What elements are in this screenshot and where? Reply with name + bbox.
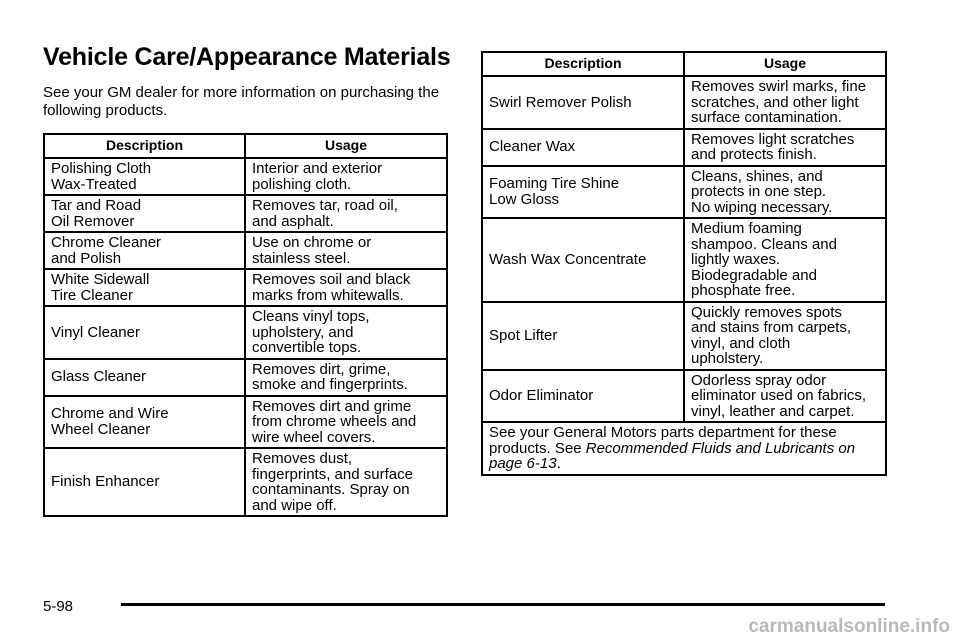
table-header-row	[44, 134, 447, 158]
page-title: Vehicle Care/Appearance Materials	[43, 43, 451, 71]
row-description: Swirl Remover Polish	[482, 76, 684, 129]
row-usage: Removes tar, road oil, and asphalt.	[245, 195, 447, 232]
row-description: Chrome Cleaner and Polish	[44, 232, 245, 269]
table-row	[44, 232, 447, 269]
row-usage: Interior and exterior polishing cloth.	[245, 158, 447, 195]
row-usage: Quickly removes spots and stains from carpets, vinyl, and cloth upholstery.	[684, 302, 886, 370]
row-description: White Sidewall Tire Cleaner	[44, 269, 245, 306]
table-row	[482, 166, 886, 219]
table-row	[44, 195, 447, 232]
row-description: Wash Wax Concentrate	[482, 218, 684, 302]
row-usage: Cleans vinyl tops, upholstery, and convertible tops.	[245, 306, 447, 359]
row-usage: Medium foaming shampoo. Cleans and lightly waxes. Biodegradable and phosphate free.	[684, 218, 886, 302]
table-row	[482, 218, 886, 302]
row-description: Odor Eliminator	[482, 370, 684, 423]
row-description: Glass Cleaner	[44, 359, 245, 396]
header-usage: Usage	[245, 134, 447, 158]
row-usage: Odorless spray odor eliminator used on fabrics, vinyl, leather and carpet.	[684, 370, 886, 423]
row-usage: Removes dust, fingerprints, and surface contaminants. Spray on and wipe off.	[245, 448, 447, 516]
row-description: Foaming Tire Shine Low Gloss	[482, 166, 684, 219]
row-description: Vinyl Cleaner	[44, 306, 245, 359]
table-note	[482, 422, 886, 475]
row-description: Cleaner Wax	[482, 129, 684, 166]
row-usage: Use on chrome or stainless steel.	[245, 232, 447, 269]
row-description: Spot Lifter	[482, 302, 684, 370]
watermark: carmanualsonline.info	[748, 616, 950, 637]
table-row	[44, 448, 447, 516]
note-end: .	[556, 455, 561, 472]
note-text: See your General Motors parts department for these products. See	[489, 424, 837, 457]
row-description: Polishing Cloth Wax-Treated	[44, 158, 245, 195]
table-row	[44, 306, 447, 359]
row-description: Finish Enhancer	[44, 448, 245, 516]
table-header-row	[482, 52, 886, 76]
intro-paragraph: See your GM dealer for more information on purchasing the following products.	[43, 84, 440, 119]
row-usage: Removes light scratches and protects finish.	[684, 129, 886, 166]
table-note-row	[482, 422, 886, 475]
row-usage: Removes soil and black marks from whitewalls.	[245, 269, 447, 306]
header-usage: Usage	[684, 52, 886, 76]
header-description: Description	[482, 52, 684, 76]
table-row	[482, 370, 886, 423]
row-description: Tar and Road Oil Remover	[44, 195, 245, 232]
table-row	[482, 129, 886, 166]
row-usage: Removes dirt, grime, smoke and fingerprints.	[245, 359, 447, 396]
footer-rule	[121, 603, 885, 606]
table-row	[44, 359, 447, 396]
row-usage: Removes swirl marks, fine scratches, and other light surface contamination.	[684, 76, 886, 129]
page-number: 5-98	[43, 598, 74, 615]
header-description: Description	[44, 134, 245, 158]
row-description: Chrome and Wire Wheel Cleaner	[44, 396, 245, 449]
row-usage: Removes dirt and grime from chrome wheels and wire wheel covers.	[245, 396, 447, 449]
care-materials-table-left	[43, 133, 448, 517]
table-row	[482, 302, 886, 370]
table-row	[44, 396, 447, 449]
cross-reference-link[interactable]: Recommended Fluids and Lubricants on page 6-13	[489, 439, 856, 472]
table-row	[44, 269, 447, 306]
table-row	[482, 76, 886, 129]
care-materials-table-right	[481, 51, 887, 476]
table-row	[44, 158, 447, 195]
row-usage: Cleans, shines, and protects in one step. No wiping necessary.	[684, 166, 886, 219]
